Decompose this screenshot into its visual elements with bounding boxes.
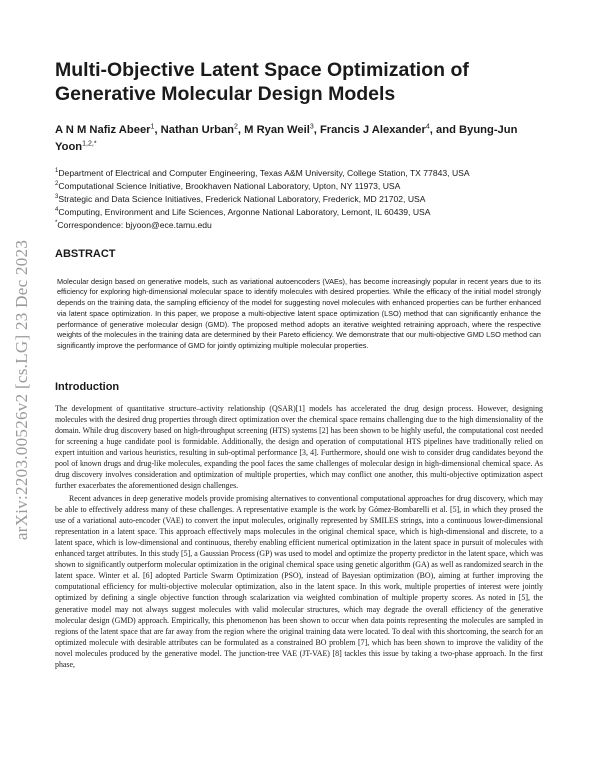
affiliation-text: Computational Science Initiative, Brookhaven National Laboratory, Upton, NY 11973, USA — [58, 181, 401, 192]
affiliation — [55, 218, 543, 231]
affiliation-text: Computing, Environment and Life Sciences, Argonne National Laboratory, Lemont, IL 60439, USA — [58, 206, 431, 217]
paragraph: Recent advances in deep generative models provide promising alternatives to conventional computational approaches for drug discovery, which may be able to effectively address many of these challenges. A representative example is the work by Gómez-Bombarelli et al. [5], in which they prosed the use of a variational auto-encoder (VAE) to convert the input molecules, originally represented by SMILES strings, into a continuous lower-dimensional representation in a latent space. This approach effectively maps molecules in the original chemical space, which is high-dimensional and discrete, to a latent space, which is low-dimensional and continuous, thereby enabling efficient numerical optimization in the latent space in pursuit of molecules with enhanced target attributes. In this study [5], a Gaussian Process (GP) was used to model and optimize the property predictor in the latent space, which was shown to significantly outperform molecular optimization in the original chemical space using genetic algorithm (GA) as well as randomized search in the latent space. Winter et al. [6] adopted Particle Swarm Optimization (PSO), instead of Bayesian optimization (BO), aiming at further improving the computational efficiency for multi-objective molecular optimization, also in the latent space. In this work, multiple properties of interest were jointly optimized by defining a single objective function through scalarization via weighted combination of multiple property scores. As noted in [5], the generative model may not always suggest molecules with valid molecular structures, which may degrade the overall efficiency of the generative molecular design (GMD) approach. Empirically, this phenomenon has been shown to occur when data points representing the molecules are sampled in regions of the latent space that are far away from the region where the original training data were located. To deal with this shortcoming, the search for an optimized molecule with desirable attributes can be formulated as a constrained BO problem [7], which has been shown to improve the validity of the novel molecules produced by the generative model. The junction-tree VAE (JT-VAE) [8] tackles this issue by taking a two-phase approach. In the first phase, — [55, 494, 543, 669]
arxiv-id-text: arXiv:2203.00526v2 [cs.LG] 23 Dec 2023 — [12, 239, 31, 541]
affiliation-text: Strategic and Data Science Initiatives, Frederick National Laboratory, Frederick, MD 21702, USA — [58, 194, 426, 205]
author-separator: , — [237, 123, 245, 136]
affiliation — [55, 179, 543, 192]
author — [244, 124, 320, 136]
affiliation — [55, 205, 543, 218]
correspondence-text: Correspondence: bjyoon@ece.tamu.edu — [57, 219, 212, 230]
affiliation-mark: 3 — [55, 194, 59, 201]
introduction-body — [55, 403, 543, 670]
paragraph: The development of quantitative structure–activity relationship (QSAR)[1] models has accelerated the drug design process. However, designing molecules with the desired drug properties through direct optimization over the chemical space remains challenging due to the high dimensionality of the domain. While drug discovery based on high-throughput screening (HTS) systems [2] has been shown to be highly useful, the computational cost needed for screening a huge candidate pool is formidable. Additionally, the design and operation of computational HTS pipelines have traditionally relied on expert intuition and various heuristics, resulting in sub-optimal performance [3, 4]. Furthermore, should one wish to consider drug candidates beyond the pool of known drugs and drug-like molecules, expanding the pool faces the same challenges of molecular design in high-dimensional chemical space. As drug discovery involves consideration and optimization of multiple properties, which may conflict one another, this multi-objective optimization aspect further exacerbates the aforementioned design challenges. — [55, 403, 543, 491]
author-separator: , — [313, 123, 320, 136]
abstract-text: Molecular design based on generative models, such as variational autoencoders (VAEs), has become increasingly popular in recent years due to its efficiency for exploring high-dimensional molecular space to identify molecules with desired properties. While the efficacy of the initial model strongly depends on the training data, the sampling efficiency of the model for suggesting novel molecules with enhanced properties can be further enhanced via latent space optimization. In this paper, we propose a multi-objective latent space optimization (LSO) method that can significantly enhance the performance of generative molecular design (GMD). The proposed method adopts an iterative weighted retraining approach, where the respective weights of the molecules in the training data are determined by their Pareto efficiency. We demonstrate that our multi-objective GMD LSO method can significantly improve the performance of GMD for jointly optimizing multiple molecular properties. — [57, 276, 541, 350]
abstract-heading: ABSTRACT — [55, 247, 116, 260]
affiliation-text: Department of Electrical and Computer Engineering, Texas A&M University, College Station, TX 77843, USA — [58, 168, 470, 179]
affiliation-mark: 4 — [55, 207, 59, 214]
author-affiliation-mark: 1 — [150, 123, 155, 130]
affiliation-list — [55, 166, 543, 230]
author-separator: , and — [429, 123, 460, 136]
author-name: Nathan Urban — [160, 123, 235, 136]
paper-title: Multi-Objective Latent Space Optimization of Generative Molecular Design Models — [55, 59, 469, 105]
introduction-heading: Introduction — [55, 380, 120, 393]
author-list — [55, 120, 543, 154]
arxiv-identifier-stamp — [4, 180, 40, 600]
affiliation — [55, 166, 543, 179]
author-name: Francis J Alexander — [319, 123, 426, 136]
author-separator: , — [154, 123, 161, 136]
affiliation — [55, 192, 543, 205]
author — [161, 124, 244, 136]
affiliation-mark: 2 — [55, 181, 59, 188]
author — [55, 124, 161, 136]
paper-page — [55, 58, 543, 670]
author-affiliation-mark: 1,2,* — [82, 140, 97, 148]
author-name: Byung-Jun Yoon — [55, 123, 518, 153]
affiliation-mark: * — [55, 219, 58, 226]
author-name: A N M Nafiz Abeer — [55, 123, 151, 136]
author-name: M Ryan Weil — [244, 123, 310, 136]
author-affiliation-mark: 4 — [425, 123, 430, 130]
author-affiliation-mark: 2 — [234, 123, 238, 130]
author-affiliation-mark: 3 — [309, 123, 314, 130]
author — [320, 124, 459, 136]
affiliation-mark: 1 — [55, 168, 59, 175]
